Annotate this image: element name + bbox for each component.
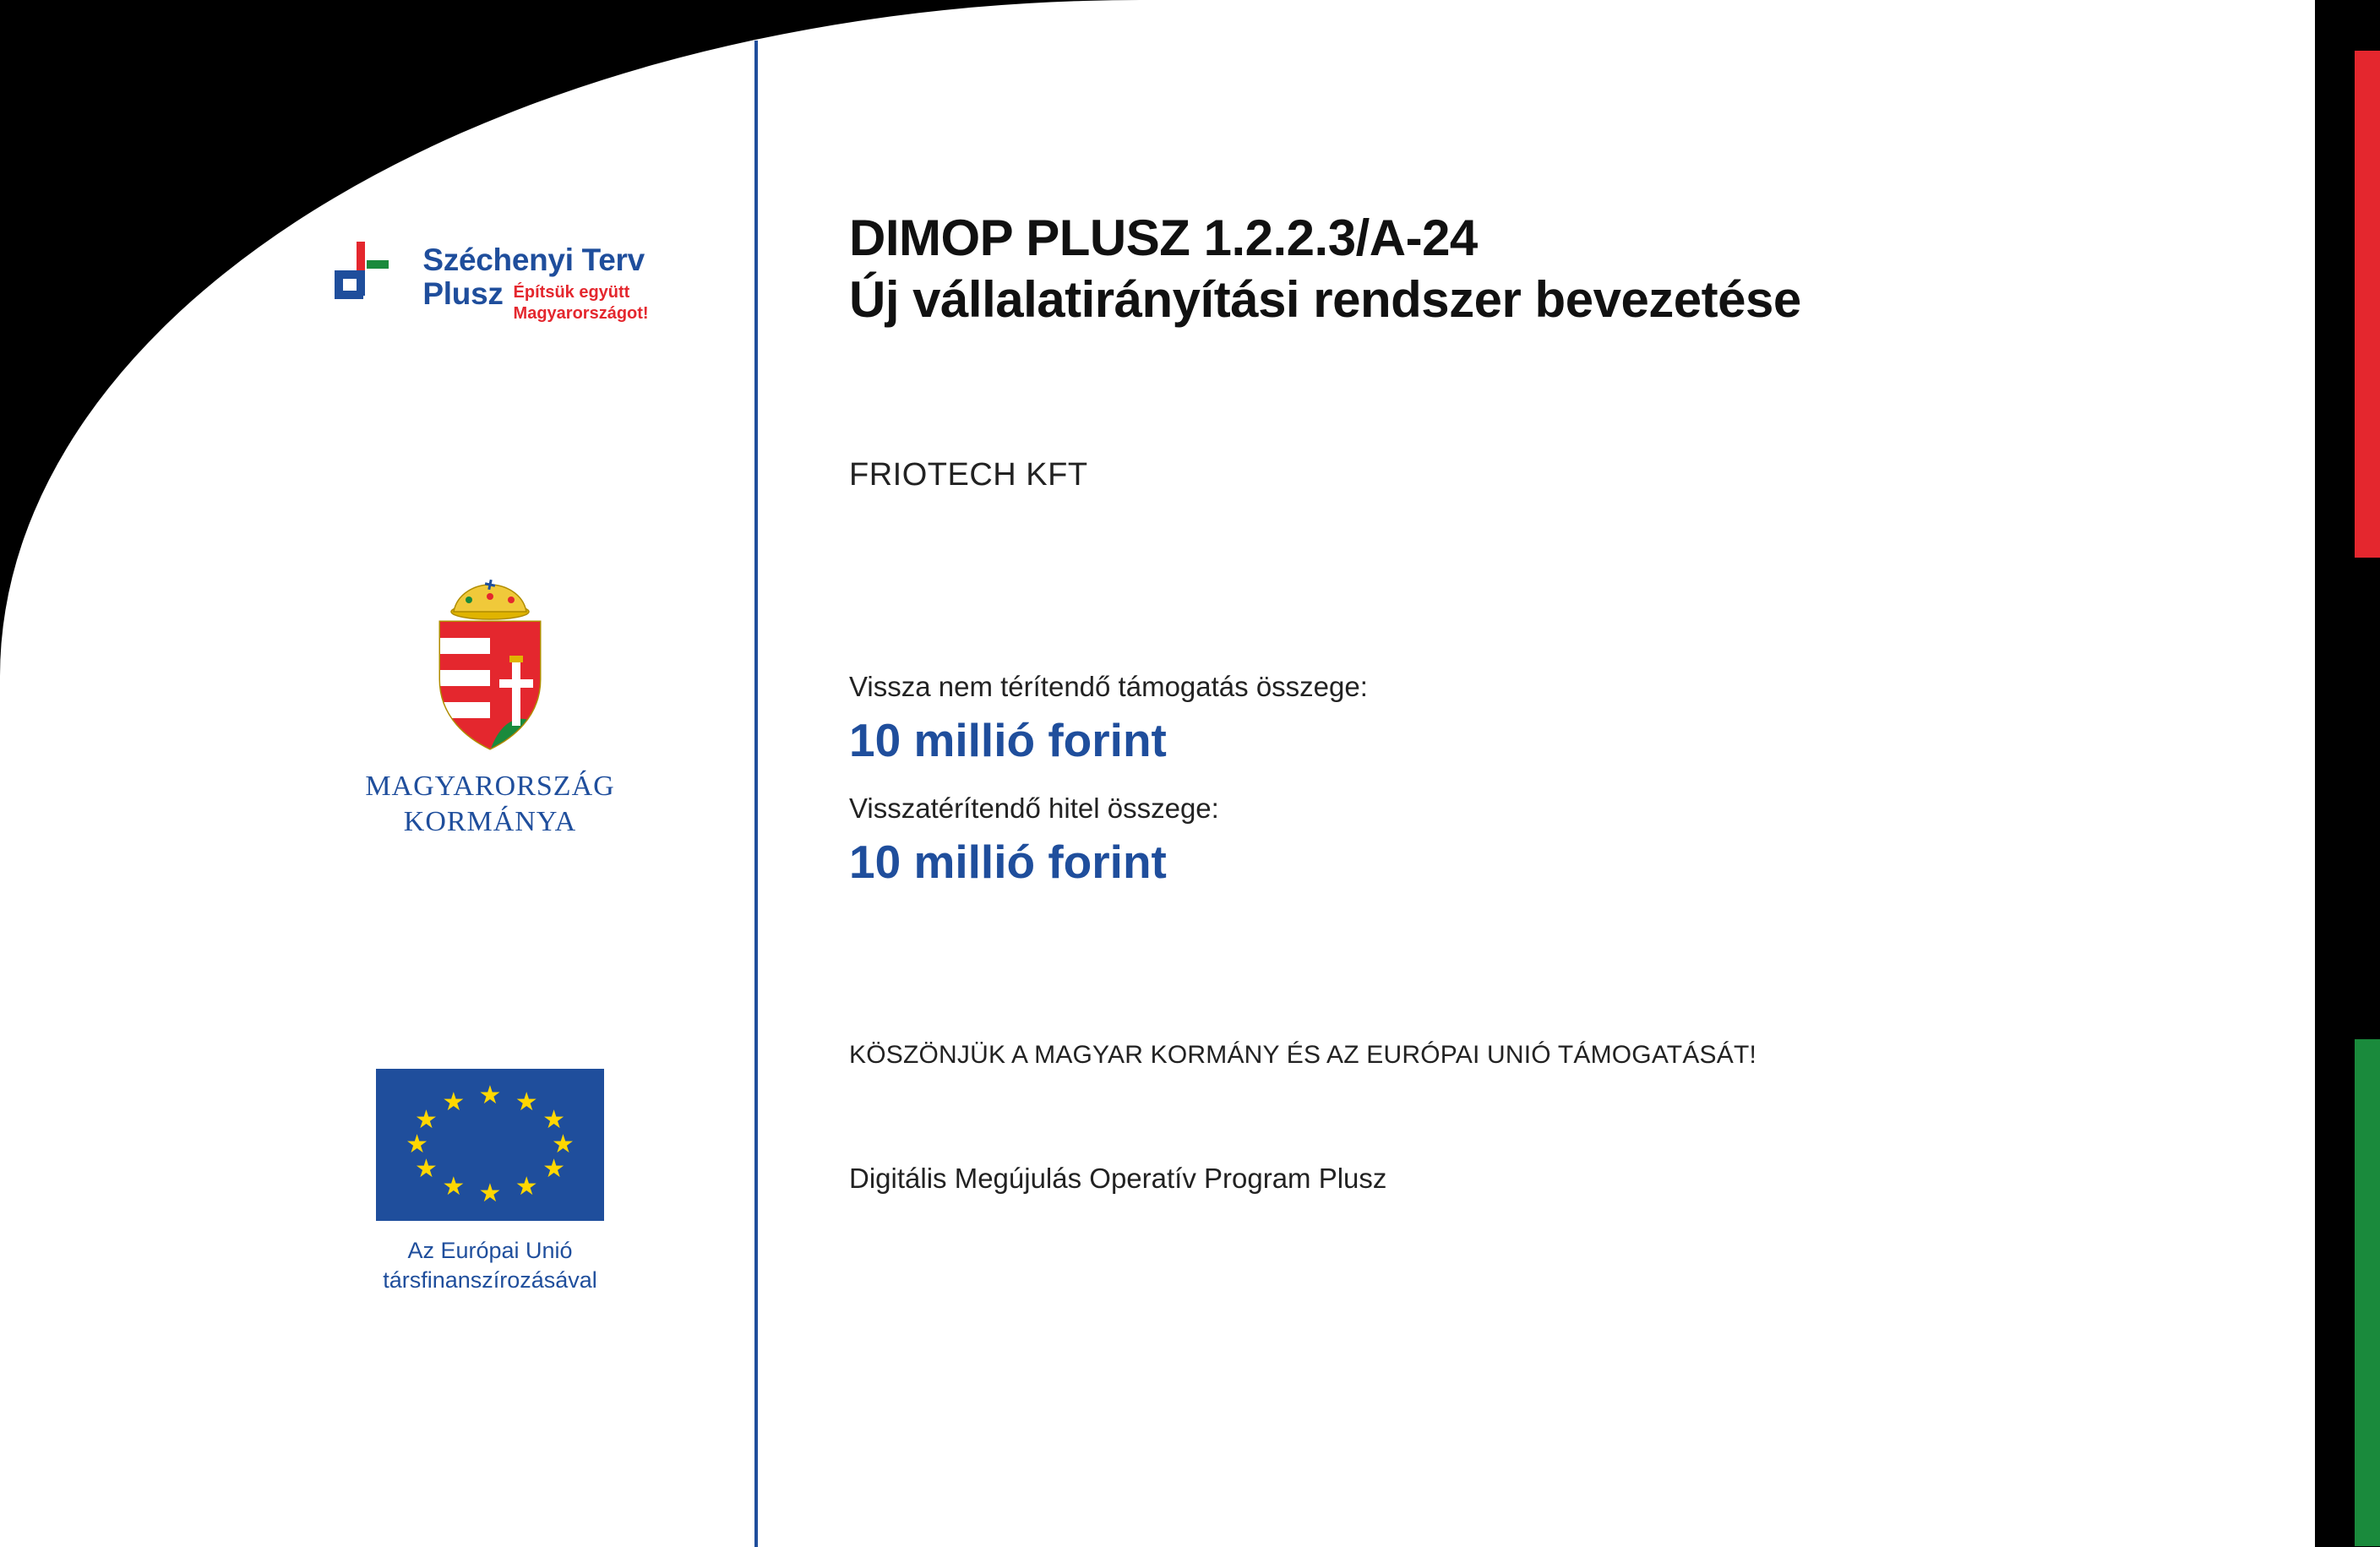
grant-amount: 10 millió forint bbox=[849, 714, 1167, 767]
szechenyi-title-line2: Plusz bbox=[422, 275, 504, 311]
eu-line1: Az Európai Unió bbox=[407, 1237, 573, 1263]
eu-line2: társfinanszírozásával bbox=[383, 1267, 597, 1294]
szechenyi-slogan-line2: Magyarországot! bbox=[513, 303, 649, 323]
government-line2: KORMÁNYA bbox=[403, 806, 577, 838]
program-name: Digitális Megújulás Operatív Program Plusz bbox=[849, 1163, 1387, 1195]
eu-flag-icon: ★ ★ ★ ★ ★ ★ ★ ★ ★ ★ ★ ★ bbox=[376, 1069, 604, 1221]
szechenyi-title-line1: Széchenyi Terv bbox=[422, 242, 645, 277]
szechenyi-mark-icon bbox=[331, 242, 409, 319]
szechenyi-terv-plusz-logo bbox=[331, 237, 648, 324]
loan-amount: 10 millió forint bbox=[849, 836, 1167, 889]
company-name: FRIOTECH KFT bbox=[849, 457, 1088, 493]
grant-block bbox=[849, 671, 2235, 767]
title-line-2: Új vállalatirányítási rendszer bevezetése bbox=[849, 271, 1801, 329]
flag-bar-green bbox=[2355, 1039, 2380, 1546]
grant-label: Vissza nem térítendő támogatás összege: bbox=[849, 671, 1368, 703]
logo-column bbox=[253, 237, 727, 1295]
hungarian-coat-of-arms-icon bbox=[410, 578, 570, 755]
title-line-1: DIMOP PLUSZ 1.2.2.3/A-24 bbox=[849, 210, 1478, 266]
flag-bar-red bbox=[2355, 51, 2380, 558]
thanks-text: KÖSZÖNJÜK A MAGYAR KORMÁNY ÉS AZ EURÓPAI UNIÓ TÁMOGATÁSÁT! bbox=[849, 1041, 1757, 1070]
vertical-divider bbox=[754, 41, 758, 1547]
content-column bbox=[849, 207, 2235, 1195]
szechenyi-slogan-line1: Építsük együtt bbox=[513, 282, 630, 302]
eu-logo bbox=[376, 1069, 604, 1295]
loan-label: Visszatérítendő hitel összege: bbox=[849, 793, 1219, 825]
page-title bbox=[849, 207, 2235, 330]
government-line1: MAGYARORSZÁG bbox=[365, 770, 615, 802]
hungarian-government-logo bbox=[365, 578, 614, 841]
loan-block bbox=[849, 793, 2235, 889]
